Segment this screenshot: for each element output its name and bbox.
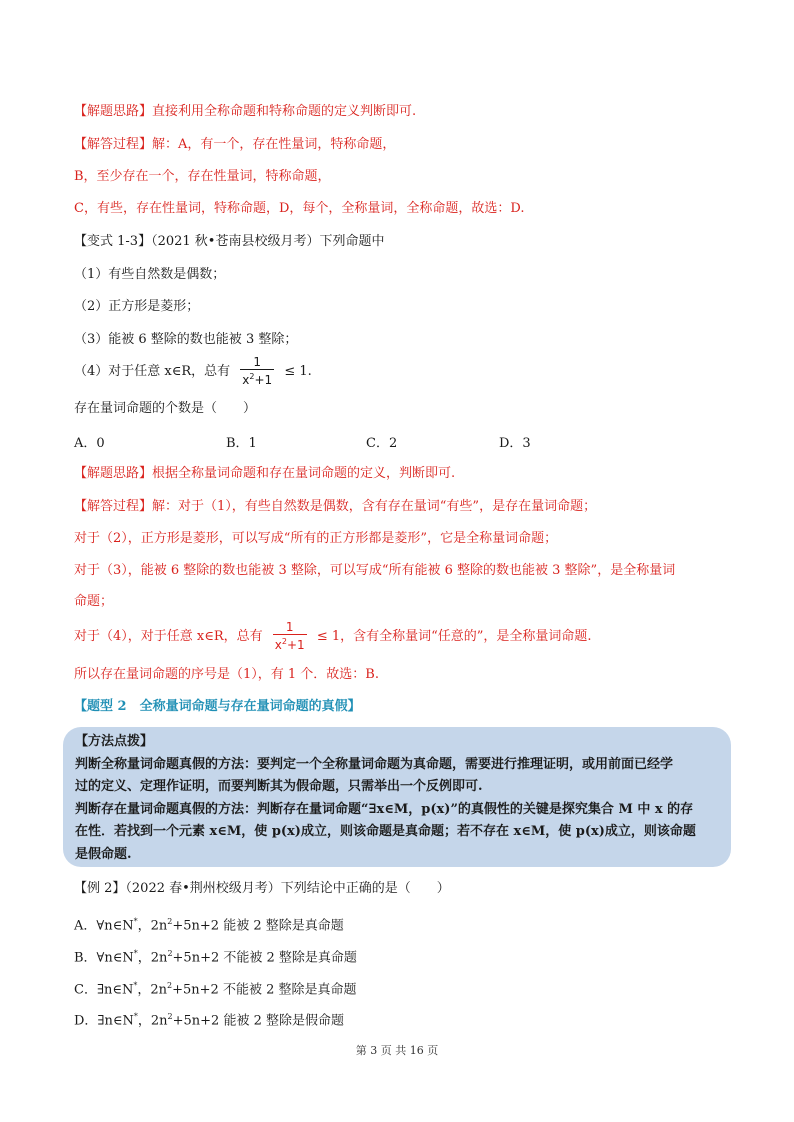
option-c: C．2	[366, 436, 398, 451]
method-title: 【方法点拨】	[75, 734, 154, 749]
variant-item-3: （3）能被 6 整除的数也能被 3 整除；	[74, 332, 298, 347]
variant-item-4-tail: ≤ 1.	[284, 364, 312, 379]
solution-process-1b: B，至少存在一个，存在性量词，特称命题，	[74, 169, 331, 184]
solution-process-2e: 对于（4），对于任意 x∈R，总有 $\frac{1}{x^2+1}$ ≤ 1，含有全称量词“任意的”，是全称量词命题.	[74, 620, 592, 652]
solution-process-1a: 【解答过程】解：A，有一个，存在性量词，特称命题，	[74, 137, 396, 152]
example-option-a: A．∀n∈N*，$2n^2+5n+2$ 能被 2 整除是真命题	[74, 917, 344, 934]
page-footer: 第 3 页 共 16 页	[355, 1044, 439, 1057]
variant-question: 存在量词命题的个数是（ ）	[74, 401, 257, 416]
option-b: B．1	[226, 436, 257, 451]
section-title: 【题型 2 全称量词命题与存在量词命题的真假】	[74, 699, 361, 714]
solution-process-2f: 所以存在量词命题的序号是（1），有 1 个．故选：B.	[74, 667, 379, 682]
solution-process-2d: 命题；	[74, 594, 114, 609]
solution-thinking-2: 【解题思路】根据全称量词命题和存在量词命题的定义，判断即可.	[74, 466, 456, 481]
method-line-3: 判断存在量词命题真假的方法：判断存在量词命题“∃x∈M，p(x)”的真假性的关键是探究集合 M 中 x 的存	[75, 801, 694, 817]
variant-header: 【变式 1-3】（2021 秋•苍南县校级月考）下列命题中	[74, 234, 385, 249]
fraction-2: $\frac{1}{x^2+1}$	[274, 620, 305, 652]
variant-item-4	[74, 356, 312, 387]
variant-item-1: （1）有些自然数是偶数；	[74, 267, 226, 282]
method-line-2: 过的定义、定理作证明，而要判断其为假命题，只需举出一个反例即可.	[75, 779, 483, 794]
example-option-c: C．∃n∈N*，$2n^2+5n+2$ 不能被 2 整除是真命题	[74, 981, 357, 998]
variant-item-4-text: （4）对于任意 x∈R，总有	[74, 364, 231, 379]
method-line-5: 是假命题.	[75, 846, 132, 862]
method-line-1: 判断全称量词命题真假的方法：要判定一个全称量词命题为真命题，需要进行推理证明，或用前面已经学	[75, 756, 674, 772]
solution-process-2b: 对于（2），正方形是菱形，可以写成“所有的正方形都是菱形”，它是全称量词命题；	[74, 531, 558, 546]
fraction-denominator: $x^2+1$	[242, 372, 273, 387]
example-header: 【例 2】（2022 春•荆州校级月考）下列结论中正确的是（ ）	[74, 881, 450, 896]
option-a: A．0	[74, 436, 105, 451]
solution-process-2c: 对于（3），能被 6 整除的数也能被 3 整除，可以写成“所有能被 6 整除的数也能被 3 整除”，是全称量词	[74, 563, 676, 578]
variant-item-2: （2）正方形是菱形；	[74, 299, 200, 314]
option-d: D．3	[499, 436, 531, 451]
fraction-numerator: 1	[240, 356, 274, 370]
fraction	[240, 356, 274, 387]
method-line-4: 在性．若找到一个元素 x∈M，使 p(x)成立，则该命题是真命题；若不存在 x∈M，使 p(x)成立，则该命题	[75, 824, 696, 839]
example-option-b: B．∀n∈N*，$2n^2+5n+2$ 不能被 2 整除是真命题	[74, 949, 357, 966]
method-box	[63, 727, 731, 867]
example-option-d: D．∃n∈N*，$2n^2+5n+2$ 能被 2 整除是假命题	[74, 1012, 344, 1029]
solution-process-1c: C，有些，存在性量词，特称命题，D，每个，全称量词，全称命题，故选：D.	[74, 201, 525, 216]
solution-process-2a: 【解答过程】解：对于（1），有些自然数是偶数，含有存在量词“有些”，是存在量词命题；	[74, 499, 597, 514]
solution-thinking-1: 【解题思路】直接利用全称命题和特称命题的定义判断即可.	[74, 104, 417, 119]
